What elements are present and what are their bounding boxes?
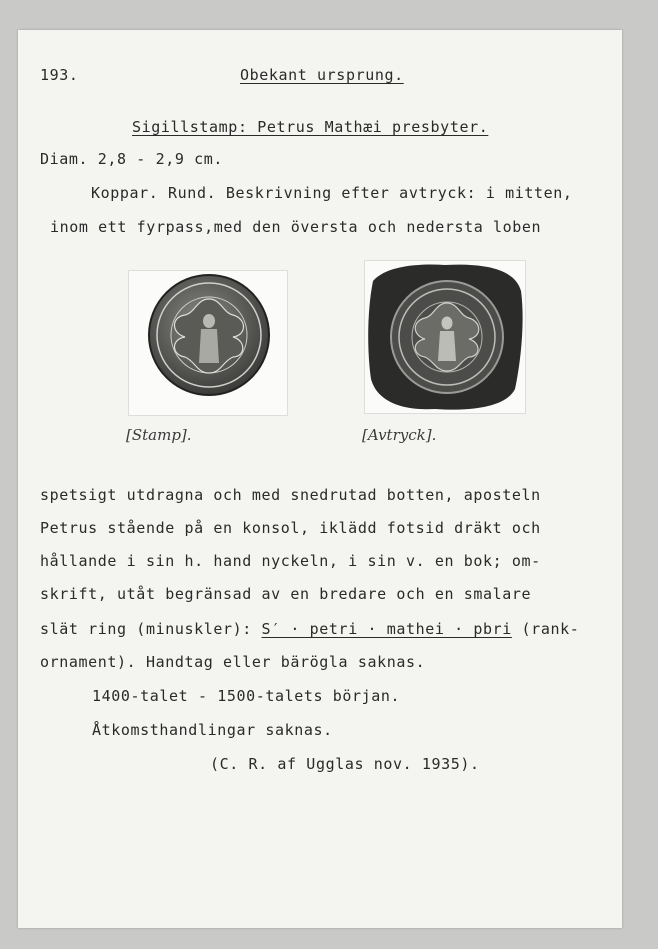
text-line-6: skrift, utåt begränsad av en bredare och en smalare (40, 585, 532, 603)
text-line-2: inom ett fyrpass,med den översta och nedersta loben (50, 218, 542, 236)
catalog-card (18, 30, 622, 928)
entry-number: 193. (40, 66, 79, 84)
card-title: Sigillstamp: Petrus Mathæi presbyter. (132, 118, 489, 136)
stamp-seal-image (129, 271, 287, 415)
inscription-prefix: slät ring (minuskler): (40, 620, 262, 638)
impression-seal-image (365, 261, 525, 413)
text-line-3: spetsigt utdragna och med snedrutad botten, aposteln (40, 486, 541, 504)
text-line-8: ornament). Handtag eller bärögla saknas. (40, 653, 426, 671)
origin-heading: Obekant ursprung. (240, 66, 404, 84)
stamp-photo (128, 270, 288, 416)
inscription-text: S′ · petri · mathei · pbri (261, 620, 512, 638)
text-line-4: Petrus stående på en konsol, iklädd fotsid dräkt och (40, 519, 541, 537)
diameter: Diam. 2,8 - 2,9 cm. (40, 150, 223, 168)
text-line-7 (40, 620, 579, 638)
dating: 1400-talet - 1500-talets början. (92, 687, 401, 705)
inscription-suffix: (rank- (511, 620, 580, 638)
stamp-caption: [Stamp]. (126, 426, 192, 444)
impression-photo (364, 260, 526, 414)
acquisition-note: Åtkomsthandlingar saknas. (92, 721, 333, 739)
text-line-5: hållande i sin h. hand nyckeln, i sin v. en bok; om- (40, 552, 541, 570)
text-line-1: Koppar. Rund. Beskrivning efter avtryck: i mitten, (91, 184, 573, 202)
impression-caption: [Avtryck]. (362, 426, 437, 444)
author-signature: (C. R. af Ugglas nov. 1935). (210, 755, 480, 773)
